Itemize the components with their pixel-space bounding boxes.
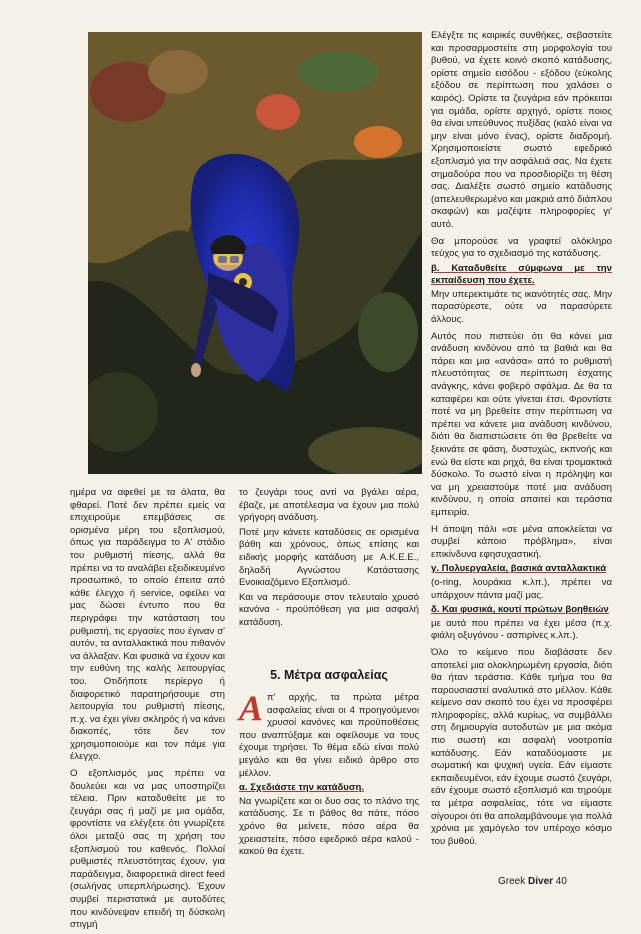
paragraph: το ζευγάρι τους αντί να βγάλει αέρα, έβαζε, με αποτέλεσμα να έχουν μια πολύ γρήγορη ανάδυση. [239,487,419,524]
page-number: 40 [553,876,567,887]
paragraph: Θα μπορούσε να γραφτεί ολόκληρο τεύχος για το σχεδιασμό της κατάδυσης. [431,235,612,260]
paragraph: Όλο το κείμενο που διαβάσατε δεν αποτελεί μια ολοκληρωμένη εργασία, διότι θα ήταν τεράστια. Κάθε τμήμα του θα παρουσιαστεί αναλυτικά στο μέλλον. Κάθε κείμενο σαν σκοπό του έχει να προσφέρει πληροφορίες, αλλά κυρίως, να συμβάλλει στη δημιουργία αυτοδυτών με μια ακόμα πιο σωστή και ασφαλή νοοτροπία κατάδυσης. Εάν καταδύομαστε με σωματική και ψυχική υγεία. Εάν είμαστε εκπαιδευμένοι, εάν έχουμε σωστό ζευγάρι, εάν έχουμε σωστό εξοπλισμό και τηρούμε τα μέτρα ασφαλείας, τότε να είμαστε σίγουροι ότι θα απολαμβάνουμε για πολλά χρόνια με χαμόγελο τον υπέροχο κόσμο του βυθού. [431,646,612,847]
paragraph: (o-ring, λουράκια κ.λπ.), πρέπει να υπάρχουν πάντα μαζί μας. [431,576,612,601]
column-3 [431,30,612,850]
column-1 [70,487,225,934]
paragraph-with-dropcap [239,688,419,780]
paragraph: Και να περάσουμε στον τελευταίο χρυσό κανόνα - προϋπόθεση για μια ασφαλή κατάδυση. [239,591,419,628]
paragraph: Η άποψη πάλι «σε μένα αποκλείεται να συμβεί κάποιο πρόβλημα», είναι επικίνδυνα εφησυχαστική. [431,523,612,560]
magazine-name-a: Greek [498,876,529,887]
paragraph-text: π' αρχής, τα πρώτα μέτρα ασφαλείας είναι οι 4 προηγούμενοι χρυσοί κανόνες και προϋποθέσεις που αναπτύξαμε και οφείλουμε να τους έχουμε τηρήσει. Το θέμα εδώ είναι πολύ μεγάλο και θα γίνει ειδικό άρθρο στο μέλλον. [239,692,419,779]
paragraph: ημέρα να αφεθεί με τα άλατα, θα φθαρεί. Ποτέ δεν πρέπει εμείς να επιχειρούμε επεμβάσεις σε ορισμένα μέρη του εξοπλισμού, όπως για παράδειγμα το Α' στάδιο του ρυθμιστή πίεσης, αλλά θα πρέπει να το αναλάβει εξειδικευμένο προσωπικό, το οποίο έπειτα από κάθε έλεγχο ή service, οφείλει να μας δώσει έντυπο που θα περιγράφει την κατάσταση του ρυθμιστή, τις εργασίες που έγιναν σ' αυτόν, τα ανταλλακτικά που πιθανόν να άλλαξαν. Και φυσικά να έχουν και την ευθύνη της καλής λειτουργίας του. Οτιδήποτε περίεργο ή διαφορετικό παρατηρήσουμε στη λειτουργία του ρυθμιστή πίεσης, π.χ. να έχει γίνει σκληρός ή να κάνει διακοπές, τότε δεν τον χρησιμοποιούμε και τον πάμε για έλεγχο. [70,487,225,763]
paragraph: Να γνωρίζετε και οι δυο σας το πλάνο της κατάδυσης. Σε τι βάθος θα πάτε, πόσο χρόνο θα μείνετε, πόσο αέρα θα χρειαστείτε, πόσο εφεδρικό αέρα καλού - κακού θα έχετε. [239,795,419,858]
section-title: 5. Μέτρα ασφαλείας [270,668,388,682]
page-footer [498,876,567,887]
diver-photo-illustration [88,32,422,474]
subheading-a: α. Σχεδιάστε την κατάδυση. [239,782,364,794]
magazine-name-b: Diver [528,876,554,887]
paragraph: Αυτός που πιστεύει ότι θα κάνει μια ανάδυση κινδύνου από τα βαθιά και θα πάρει και μια «ανάσα» από το ρυθμιστή πλευστότητας σε περίπτωση έσχατης ανάγκης, κάνει φοβερό σφάλμα. Δε θα τα καταφέρει και ούτε γίνεται έτσι. Φροντίστε ποτέ να μη βρεθείτε στην περίπτωση να πρέπει να κάνετε μια ανάδυση κινδύνου, διότι θα διαπιστώσετε ότι θα βρεθείτε να ξεκινάτε σε φάση, δυστυχώς, εκπνοής και ενώ θα είστε και ρηχά, θα είναι τρομακτικά δύσκολο. Το σωστό είναι η πρόληψη και να μη χρειαστούμε ποτέ μια ανάδυση κινδύνου, η οποία απαιτεί και τεράστια εμπειρία. [431,330,612,518]
paragraph: με αυτά που πρέπει να έχει μέσα (π.χ. φιάλη οξυγόνου - ασπιρίνες κ.λπ.). [431,617,612,642]
subheading-b: β. Καταδυθείτε σύμφωνα με την εκπαίδευση που έχετε. [431,262,612,287]
subheading-d: δ. Και φυσικά, κουτί πρώτων βοηθειών [431,604,609,616]
dropcap-letter: Α [239,688,264,728]
paragraph: Ελέγξτε τις καιρικές συνθήκες, σεβαστείτε και προσαρμοστείτε στη μορφολογία του βυθού, να έχετε κοινό σκοπό κατάδυσης, ορίστε σημείο εισόδου - εξόδου (εύκολης εξόδου σε περίπτωση που χαλάσει ο καιρός). Ορίστε τα ζευγάρια εάν πρόκειται για ομάδα, ορίστε αρχηγό, ορίστε ποιος θα είναι υπεύθυνος πυξίδας (καλό είναι να μην είναι μόνο ένας), ορίστε διαδρομή. Χρησιμοποιείστε σωστό εφεδρικό εξοπλισμό για την ασφάλειά σας. Να έχετε σημαδούρα που να προσδιορίζει τη θέση σας. Διαλέξτε σωστό σημείο κατάδυσης (απελευθερωμένο και μακριά από διάπλου σκαφών) και μαζέψτε πληροφορίες γι' αυτό. [431,30,612,230]
paragraph: Ο εξοπλισμός μας πρέπει να δουλεύει και να μας υποστηρίζει τέλεια. Πριν καταδυθείτε με το ζευγάρι σας ή μαζί με μια ομάδα, φροντίστε να ελέγξετε ότι γνωρίζετε όλοι μεταξύ σας τη χρήση του εξοπλισμού του καθενός. Πολλοί ρυθμιστές πλευστότητας έχουν, για παράδειγμα, διαφορετικά direct feed (σωλήνας υπερπλήρωσης). Έχουν συμβεί περιστατικά με αυτοδύτες που κινδύνεψαν επειδή τη δύσκολη στιγμή [70,768,225,931]
column-2 [239,487,419,632]
paragraph: Μην υπερεκτιμάτε τις ικανότητές σας. Μην παρασύρεστε, ούτε να παρασύρετε άλλους. [431,288,612,326]
subheading-c: γ. Πολυεργαλεία, βασικά ανταλλακτικά [431,563,607,575]
column-2-continued [239,688,419,861]
diver-photo [88,32,422,474]
paragraph: Ποτέ μην κάνετε καταδύσεις σε ορισμένα βάθη και χρόνους, όπως επίσης και ειδικής μορφής κατάδυση με Α.Κ.Ε.Ε., δηλαδή Αγνώστου Κατάστασης Ενοικιαζόμενο Εξοπλισμό. [239,526,419,589]
